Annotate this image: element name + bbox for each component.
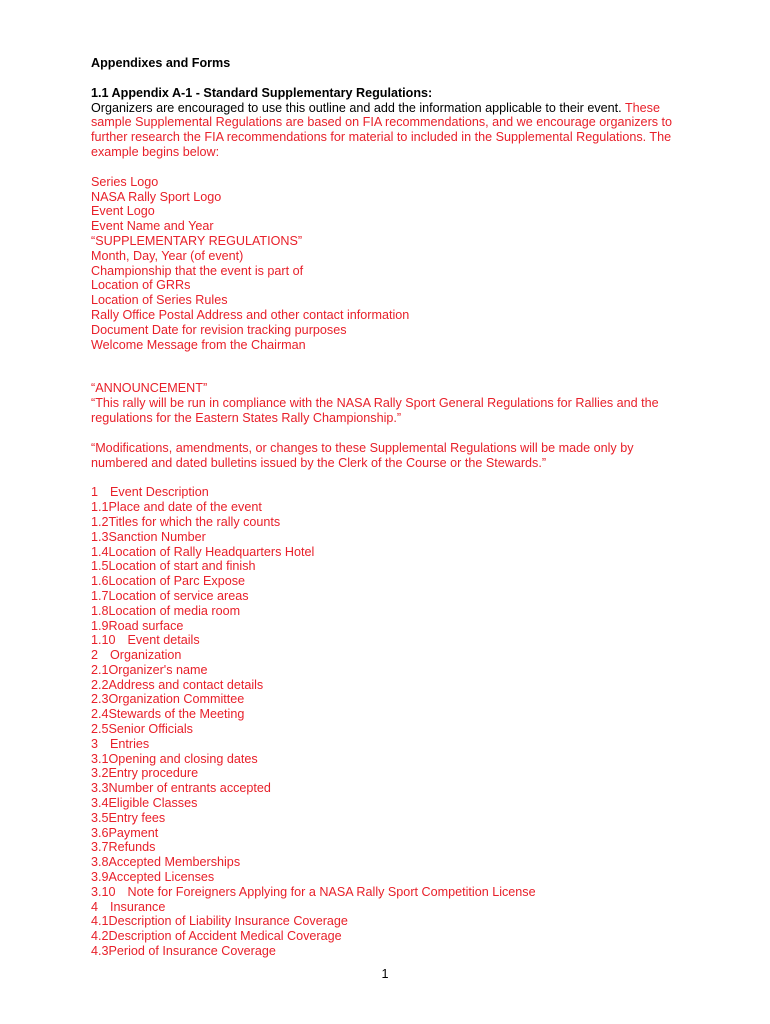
outline-item (91, 589, 691, 604)
outline-item-number: 3 (91, 736, 99, 751)
outline-item-label: Refunds (108, 840, 156, 855)
outline-item-label: Senior Officials (108, 722, 193, 737)
outline-item-label: Organization (110, 648, 182, 663)
outline-item (91, 530, 691, 545)
outline-item (91, 515, 691, 530)
outline-item-label: Entries (110, 736, 150, 751)
outline-list (91, 485, 691, 959)
outline-item-number: 4 (91, 899, 99, 914)
outline-item-number: 1.6 (91, 574, 109, 589)
header-item: “SUPPLEMENTARY REGULATIONS” (91, 233, 303, 248)
document-body (91, 56, 691, 959)
outline-item (91, 722, 691, 737)
outline-item-label: Opening and closing dates (108, 751, 258, 766)
header-item: Location of Series Rules (91, 293, 228, 308)
outline-item (91, 781, 691, 796)
outline-item (91, 796, 691, 811)
outline-item-label: Location of service areas (108, 588, 249, 603)
outline-item-number: 4.3 (91, 944, 109, 959)
outline-item-number: 3.6 (91, 825, 109, 840)
outline-item-number: 2.5 (91, 722, 109, 737)
outline-item (91, 545, 691, 560)
header-item: Series Logo (91, 174, 159, 189)
header-items-list (91, 175, 691, 353)
outline-item-number: 3.5 (91, 810, 109, 825)
header-item: Championship that the event is part of (91, 263, 304, 278)
outline-item-number: 2.1 (91, 662, 109, 677)
outline-item-label: Place and date of the event (108, 500, 262, 515)
outline-item-number: 3.7 (91, 840, 109, 855)
intro-paragraph (91, 101, 691, 160)
outline-item-label: Location of media room (108, 603, 241, 618)
outline-item (91, 574, 691, 589)
page-heading: Appendixes and Forms (91, 56, 231, 70)
modifications-text: “Modifications, amendments, or changes to these Supplemental Regulations will be made only by numbered and dated bulletins issued by the Clerk of the Course or the Stewards.” (91, 440, 634, 470)
outline-item-label: Location of start and finish (108, 559, 256, 574)
header-item: Document Date for revision tracking purposes (91, 322, 347, 337)
intro-red-text: These sample Supplemental Regulations are based on FIA recommendations, and we encourage organizers to further research the FIA recommendations for material to included in the Supplemental Regulations. The example begins below: (91, 100, 673, 159)
outline-item-label: Description of Liability Insurance Coverage (108, 914, 348, 929)
outline-item-label: Entry fees (108, 810, 166, 825)
outline-item-number: 1.7 (91, 588, 109, 603)
outline-item-label: Titles for which the rally counts (108, 514, 281, 529)
outline-item-label: Period of Insurance Coverage (108, 944, 276, 959)
outline-item-number: 3.4 (91, 796, 109, 811)
section-title: 1.1 Appendix A-1 - Standard Supplementary Regulations: (91, 85, 433, 100)
outline-item-number: 1.2 (91, 514, 109, 529)
outline-item (91, 914, 691, 929)
outline-item (91, 840, 691, 855)
outline-item-label: Accepted Memberships (108, 855, 241, 870)
outline-item-label: Event details (127, 633, 200, 648)
outline-item-label: Sanction Number (108, 529, 206, 544)
outline-item-number: 1.10 (91, 633, 116, 648)
announcement-text: “This rally will be run in compliance with the NASA Rally Sport General Regulations for Rallies and the regulations for the Eastern States Rally Championship.” (91, 396, 659, 425)
outline-item (91, 559, 691, 574)
intro-black-text: Organizers are encouraged to use this outline and add the information applicable to their event. (91, 100, 622, 115)
outline-item (91, 500, 691, 515)
outline-item-label: Stewards of the Meeting (108, 707, 245, 722)
outline-item (91, 485, 691, 500)
outline-item-label: Number of entrants accepted (108, 781, 271, 796)
outline-item (91, 648, 691, 663)
outline-item-label: Organizer's name (108, 662, 208, 677)
outline-item (91, 900, 691, 915)
outline-item-number: 1.9 (91, 618, 109, 633)
outline-item-label: Event Description (110, 485, 209, 500)
announcement-title: “ANNOUNCEMENT” (91, 381, 208, 396)
header-item: Month, Day, Year (of event) (91, 248, 244, 263)
outline-item-number: 3.8 (91, 855, 109, 870)
outline-item-number: 4.1 (91, 914, 109, 929)
outline-item-number: 1.5 (91, 559, 109, 574)
header-item: Welcome Message from the Chairman (91, 337, 306, 352)
outline-item-number: 1.4 (91, 544, 109, 559)
outline-item (91, 811, 691, 826)
outline-item-label: Accepted Licenses (108, 870, 215, 885)
outline-item (91, 826, 691, 841)
outline-item-label: Entry procedure (108, 766, 199, 781)
outline-item-label: Eligible Classes (108, 796, 198, 811)
outline-item-label: Description of Accident Medical Coverage (108, 929, 342, 944)
outline-item-label: Insurance (110, 899, 166, 914)
outline-item (91, 870, 691, 885)
outline-item-label: Organization Committee (108, 692, 245, 707)
outline-item (91, 619, 691, 634)
outline-item-number: 3.2 (91, 766, 109, 781)
outline-item-label: Location of Rally Headquarters Hotel (108, 544, 315, 559)
page-number: 1 (381, 967, 389, 981)
outline-item (91, 929, 691, 944)
outline-item (91, 855, 691, 870)
outline-item (91, 737, 691, 752)
outline-item (91, 944, 691, 959)
outline-item (91, 752, 691, 767)
outline-item (91, 633, 691, 648)
outline-item-number: 1 (91, 485, 99, 500)
outline-item-number: 3.1 (91, 751, 109, 766)
outline-item-number: 3.9 (91, 870, 109, 885)
outline-item-number: 1.1 (91, 500, 109, 515)
header-item: Rally Office Postal Address and other contact information (91, 307, 410, 322)
outline-item-number: 2.2 (91, 677, 109, 692)
outline-item-number: 2 (91, 648, 99, 663)
header-item: NASA Rally Sport Logo (91, 189, 222, 204)
outline-item-number: 1.3 (91, 529, 109, 544)
outline-item-label: Location of Parc Expose (108, 574, 246, 589)
outline-item-label: Note for Foreigners Applying for a NASA Rally Sport Competition License (127, 884, 536, 899)
outline-item (91, 707, 691, 722)
outline-item-number: 4.2 (91, 929, 109, 944)
header-item: Event Name and Year (91, 219, 214, 234)
outline-item-number: 3.10 (91, 884, 116, 899)
outline-item-number: 1.8 (91, 603, 109, 618)
header-item: Event Logo (91, 204, 155, 219)
outline-item-number: 3.3 (91, 781, 109, 796)
outline-item-number: 2.4 (91, 707, 109, 722)
outline-item (91, 692, 691, 707)
outline-item-label: Payment (108, 825, 159, 840)
outline-item-label: Address and contact details (108, 677, 264, 692)
outline-item (91, 885, 691, 900)
outline-item (91, 766, 691, 781)
outline-item-label: Road surface (108, 618, 184, 633)
outline-item (91, 604, 691, 619)
outline-item (91, 663, 691, 678)
outline-item-number: 2.3 (91, 692, 109, 707)
outline-item (91, 678, 691, 693)
header-item: Location of GRRs (91, 278, 191, 293)
